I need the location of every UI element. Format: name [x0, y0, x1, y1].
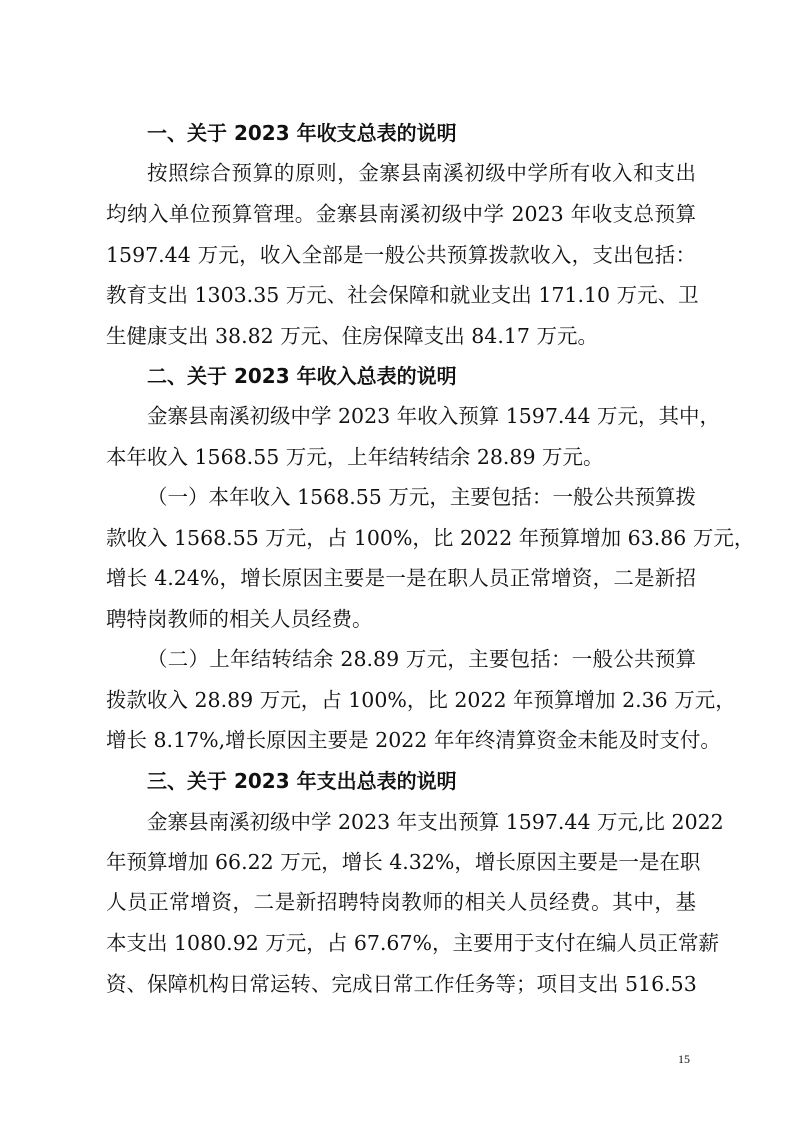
section-2-line-6: 聘特岗教师的相关人员经费。 [106, 607, 373, 631]
page-number: 15 [678, 1052, 690, 1066]
section-1-heading: 一、关于 2023 年收支总表的说明 [147, 121, 457, 145]
section-1-line-4: 教育支出 1303.35 万元、社会保障和就业支出 171.10 万元、卫 [106, 283, 699, 307]
section-2-line-4: 款收入 1568.55 万元，占 100%，比 2022 年预算增加 63.86 万元， [106, 526, 755, 550]
section-3-line-2: 年预算增加 66.22 万元，增长 4.32%，增长原因主要是一是在职 [106, 850, 701, 874]
section-1-line-5: 生健康支出 38.82 万元、住房保障支出 84.17 万元。 [106, 324, 598, 348]
section-2-line-7: （二）上年结转结余 28.89 万元，主要包括：一般公共预算 [147, 647, 696, 671]
section-2-line-2: 本年收入 1568.55 万元，上年结转结余 28.89 万元。 [106, 445, 604, 469]
section-1-line-3: 1597.44 万元，收入全部是一般公共预算拨款收入，支出包括： [106, 243, 696, 267]
section-2-line-3: （一）本年收入 1568.55 万元，主要包括：一般公共预算拨 [147, 485, 696, 509]
section-3-heading: 三、关于 2023 年支出总表的说明 [147, 769, 457, 793]
section-1-line-2: 均纳入单位预算管理。金寨县南溪初级中学 2023 年收支总预算 [106, 202, 696, 226]
section-2-heading: 二、关于 2023 年收入总表的说明 [147, 364, 457, 388]
section-3-line-4: 本支出 1080.92 万元，占 67.67%，主要用于支付在编人员正常薪 [106, 931, 719, 955]
section-1-line-1: 按照综合预算的原则，金寨县南溪初级中学所有收入和支出 [147, 161, 696, 185]
section-2-line-1: 金寨县南溪初级中学 2023 年收入预算 1597.44 万元，其中， [147, 404, 721, 428]
section-3-line-1: 金寨县南溪初级中学 2023 年支出预算 1597.44 万元,比 2022 [147, 810, 724, 834]
section-3-line-3: 人员正常增资，二是新招聘特岗教师的相关人员经费。其中，基 [106, 890, 696, 914]
section-3-line-5: 资、保障机构日常运转、完成日常工作任务等；项目支出 516.53 [106, 972, 697, 996]
section-2-line-5: 增长 4.24%，增长原因主要是一是在职人员正常增资，二是新招 [106, 566, 696, 590]
section-2-line-8: 拨款收入 28.89 万元，占 100%，比 2022 年预算增加 2.36 万元， [106, 688, 736, 712]
section-2-line-9: 增长 8.17%,增长原因主要是 2022 年年终清算资金未能及时支付。 [106, 728, 721, 752]
